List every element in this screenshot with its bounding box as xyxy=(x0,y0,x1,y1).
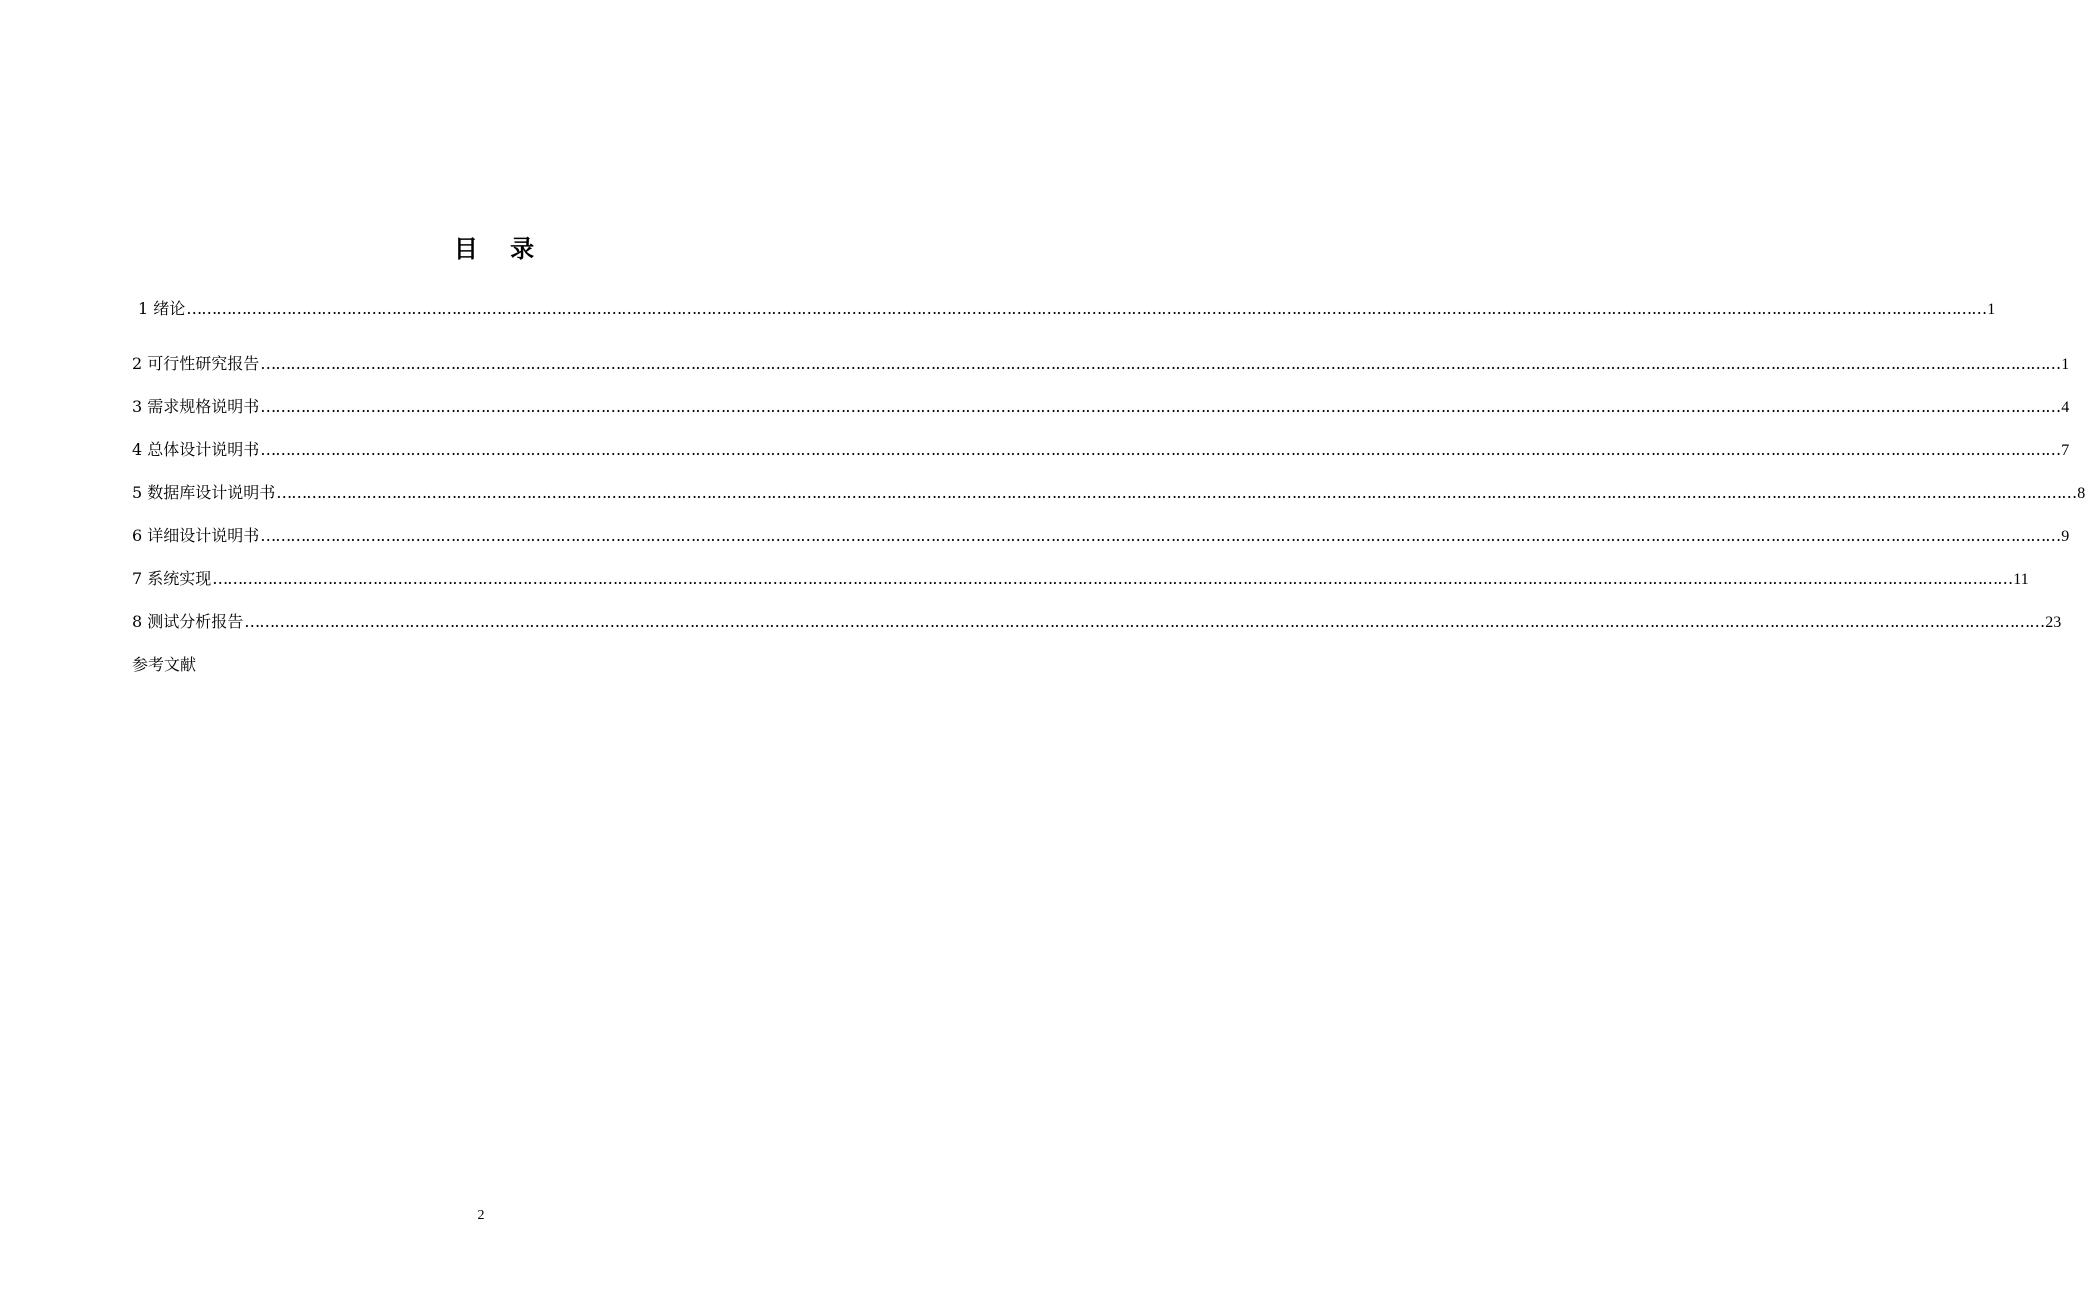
toc-entry-page: 23 xyxy=(2045,614,2062,631)
toc-entry-title: 6 详细设计说明书 xyxy=(132,526,260,545)
toc-entry-overall-design[interactable] xyxy=(132,435,2070,478)
toc-entry-title: 2 可行性研究报告 xyxy=(132,354,260,373)
toc-entry-page: 11 xyxy=(2013,571,2029,588)
toc-entry-introduction[interactable] xyxy=(132,294,1996,349)
toc-dot-leader: ……………………………………………………………………………………………………………………………………………………………………………………………………………………………………………………………………………………………………………………………… xyxy=(212,569,2013,588)
toc-entry-title: 4 总体设计说明书 xyxy=(132,440,260,459)
toc-entry-title: 8 测试分析报告 xyxy=(132,612,244,631)
toc-entry-system-implementation[interactable] xyxy=(132,564,2029,607)
toc-entry-feasibility-report[interactable] xyxy=(132,349,2070,392)
toc-dot-leader: ……………………………………………………………………………………………………………………………………………………………………………………………………………………………………………………………………………………………………………………………… xyxy=(260,354,2061,373)
toc-entry-page: 7 xyxy=(2061,442,2070,459)
toc-entry-page: 1 xyxy=(2061,356,2070,373)
toc-entry-references[interactable]: 参考文献 xyxy=(132,655,197,674)
toc-entry-page: 9 xyxy=(2061,528,2070,545)
table-of-contents xyxy=(132,294,2085,693)
toc-entry-detailed-design[interactable] xyxy=(132,521,2070,564)
toc-entry-requirements-spec[interactable] xyxy=(132,392,2070,435)
toc-dot-leader: ……………………………………………………………………………………………………………………………………………………………………………………………………………………………………………………………………………………………………………………………… xyxy=(260,526,2061,545)
toc-entry-title: 1 绪论 xyxy=(138,299,186,318)
toc-dot-leader: ……………………………………………………………………………………………………………………………………………………………………………………………………………………………………………………………………………………………………………………………… xyxy=(244,612,2045,631)
toc-entry-test-analysis[interactable] xyxy=(132,607,2062,650)
toc-dot-leader: ……………………………………………………………………………………………………………………………………………………………………………………………………………………………………………………………………………………………………………………………… xyxy=(186,299,1987,318)
toc-entry-title: 3 需求规格说明书 xyxy=(132,397,260,416)
toc-entry-page: 8 xyxy=(2077,485,2085,502)
toc-entry-page: 1 xyxy=(1987,301,1996,318)
toc-dot-leader: ……………………………………………………………………………………………………………………………………………………………………………………………………………………………………………………………………………………………………………………………… xyxy=(260,397,2061,416)
toc-entry-title: 5 数据库设计说明书 xyxy=(132,483,276,502)
toc-entry-page: 4 xyxy=(2061,399,2070,416)
toc-dot-leader: ……………………………………………………………………………………………………………………………………………………………………………………………………………………………………………………………………………………………………………………………… xyxy=(260,440,2061,459)
page-title: 目 录 xyxy=(453,235,547,263)
toc-dot-leader: ……………………………………………………………………………………………………………………………………………………………………………………………………………………………………………………………………………………………………………………………… xyxy=(276,483,2077,502)
toc-entry-title: 7 系统实现 xyxy=(132,569,212,588)
toc-entry-database-design[interactable] xyxy=(132,478,2085,521)
page-number: 2 xyxy=(477,1208,485,1223)
